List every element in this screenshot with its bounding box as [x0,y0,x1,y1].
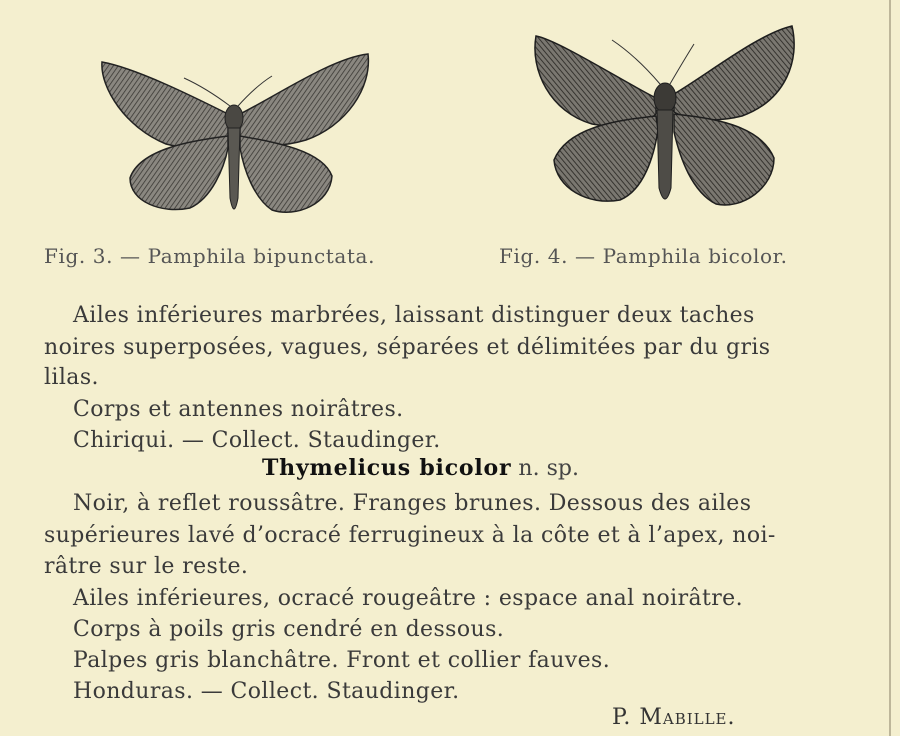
butterfly-illustration-fig3 [96,48,372,226]
text-line: noires superposées, vagues, séparées et délimitées par du gris [44,335,771,360]
butterfly-illustration-fig4 [528,20,802,216]
author-signature: P. Mabille. [612,705,736,730]
text-line: Ailes inférieures, ocracé rougeâtre : espace anal noirâtre. [73,586,743,611]
text-line: Honduras. — Collect. Staudinger. [73,679,460,704]
species-heading [262,455,579,481]
figure-3-caption: Fig. 3. — Pamphila bipunctata. [44,244,376,268]
species-suffix: n. sp. [511,456,579,481]
species-name: Thymelicus bicolor [262,455,512,481]
text-line: Noir, à reflet roussâtre. Franges brunes. Dessous des ailes [73,491,752,516]
text-line: Ailes inférieures marbrées, laissant distinguer deux taches [73,303,755,328]
text-line: Corps et antennes noirâtres. [73,397,404,422]
page-edge-line [889,0,891,736]
text-line: lilas. [44,365,99,390]
figure-4-caption: Fig. 4. — Pamphila bicolor. [499,244,788,268]
text-line: Palpes gris blanchâtre. Front et collier fauves. [73,648,611,673]
text-line: râtre sur le reste. [44,554,249,579]
text-line: Corps à poils gris cendré en dessous. [73,617,505,642]
text-line: supérieures lavé d’ocracé ferrugineux à la côte et à l’apex, noi- [44,523,776,548]
text-line: Chiriqui. — Collect. Staudinger. [73,428,441,453]
